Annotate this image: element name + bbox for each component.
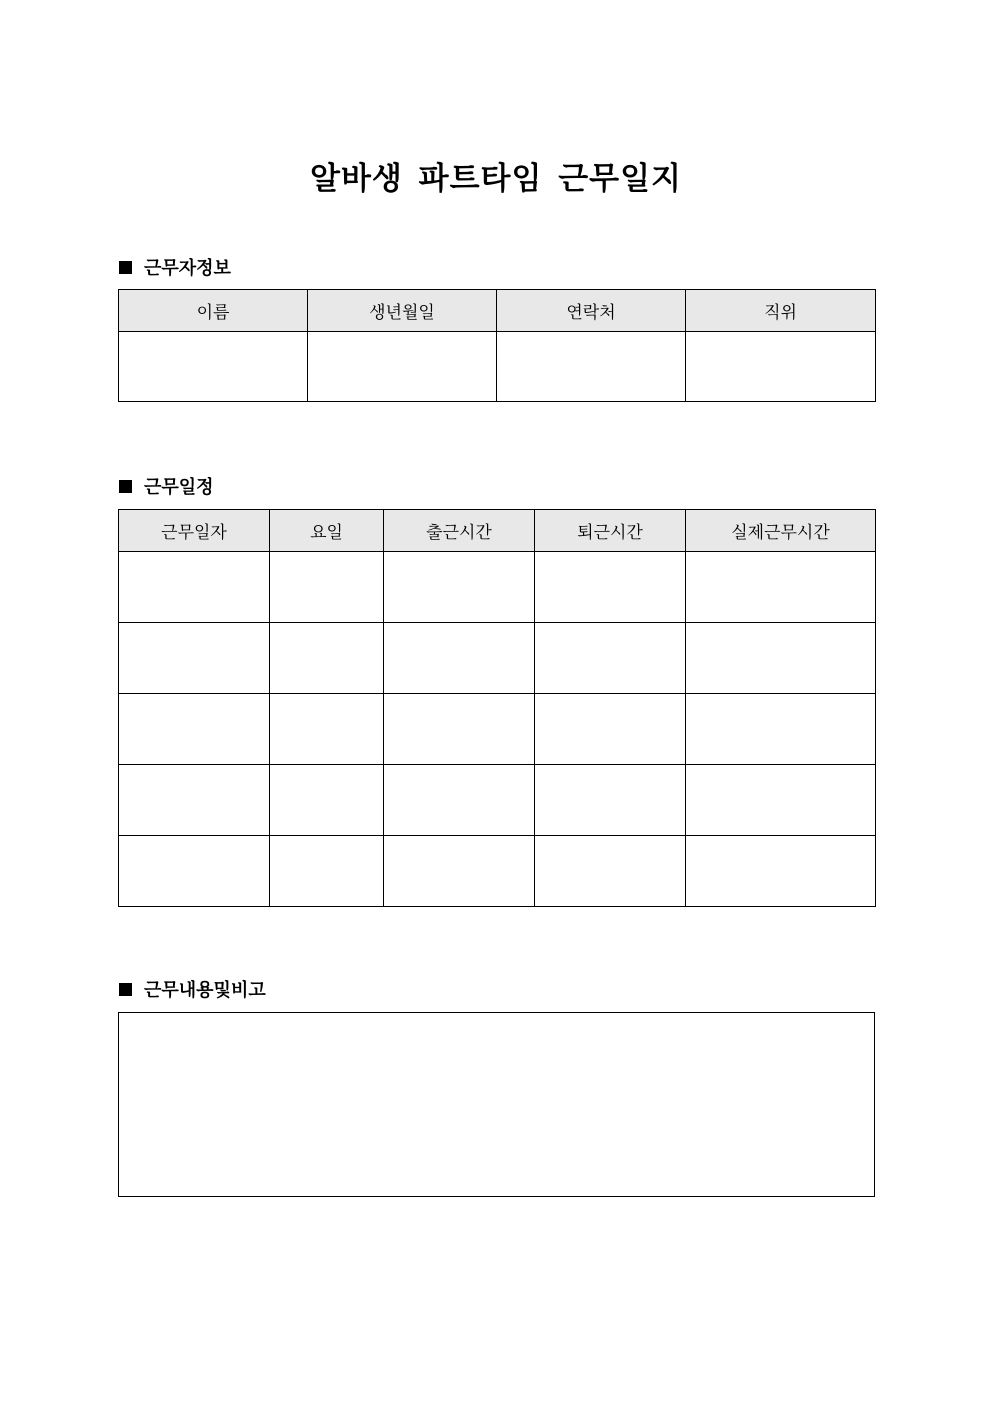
page-title: 알바생 파트타임 근무일지 — [310, 160, 682, 197]
clock-out-cell[interactable] — [535, 623, 686, 694]
clock-out-cell[interactable] — [535, 836, 686, 907]
clock-out-cell[interactable] — [535, 694, 686, 765]
section-heading-schedule — [119, 473, 214, 499]
work-date-cell[interactable] — [119, 552, 270, 623]
actual-hours-cell[interactable] — [686, 552, 876, 623]
square-bullet-icon — [119, 480, 132, 493]
worker-info-table — [118, 289, 876, 402]
birthdate-cell[interactable] — [308, 332, 497, 402]
weekday-cell[interactable] — [270, 836, 384, 907]
section-heading-worker-info — [119, 254, 231, 280]
clock-in-cell[interactable] — [384, 765, 535, 836]
table-header-row — [119, 290, 876, 332]
work-date-cell[interactable] — [119, 694, 270, 765]
work-notes-box[interactable] — [118, 1012, 875, 1197]
work-schedule-table — [118, 509, 876, 907]
work-date-cell[interactable] — [119, 765, 270, 836]
table-header-row — [119, 510, 876, 552]
clock-in-cell[interactable] — [384, 623, 535, 694]
clock-out-cell[interactable] — [535, 765, 686, 836]
section-heading-label: 근무내용및비고 — [144, 980, 266, 1001]
section-heading-notes — [119, 976, 266, 1002]
actual-hours-cell[interactable] — [686, 765, 876, 836]
work-date-cell[interactable] — [119, 836, 270, 907]
table-row — [119, 836, 876, 907]
work-date-cell[interactable] — [119, 623, 270, 694]
column-header-work-date: 근무일자 — [119, 510, 270, 552]
clock-in-cell[interactable] — [384, 552, 535, 623]
weekday-cell[interactable] — [270, 694, 384, 765]
weekday-cell[interactable] — [270, 552, 384, 623]
name-cell[interactable] — [119, 332, 308, 402]
clock-in-cell[interactable] — [384, 694, 535, 765]
weekday-cell[interactable] — [270, 623, 384, 694]
column-header-weekday: 요일 — [270, 510, 384, 552]
actual-hours-cell[interactable] — [686, 694, 876, 765]
column-header-actual-hours: 실제근무시간 — [686, 510, 876, 552]
contact-cell[interactable] — [497, 332, 686, 402]
actual-hours-cell[interactable] — [686, 836, 876, 907]
actual-hours-cell[interactable] — [686, 623, 876, 694]
weekday-cell[interactable] — [270, 765, 384, 836]
column-header-birthdate: 생년월일 — [308, 290, 497, 332]
column-header-clock-out: 퇴근시간 — [535, 510, 686, 552]
table-row — [119, 552, 876, 623]
square-bullet-icon — [119, 261, 132, 274]
table-row — [119, 623, 876, 694]
table-row — [119, 765, 876, 836]
clock-in-cell[interactable] — [384, 836, 535, 907]
column-header-position: 직위 — [686, 290, 876, 332]
square-bullet-icon — [119, 983, 132, 996]
column-header-name: 이름 — [119, 290, 308, 332]
section-heading-label: 근무일정 — [144, 477, 214, 498]
column-header-clock-in: 출근시간 — [384, 510, 535, 552]
table-row — [119, 694, 876, 765]
position-cell[interactable] — [686, 332, 876, 402]
section-heading-label: 근무자정보 — [144, 258, 231, 279]
column-header-contact: 연락처 — [497, 290, 686, 332]
table-row — [119, 332, 876, 402]
clock-out-cell[interactable] — [535, 552, 686, 623]
